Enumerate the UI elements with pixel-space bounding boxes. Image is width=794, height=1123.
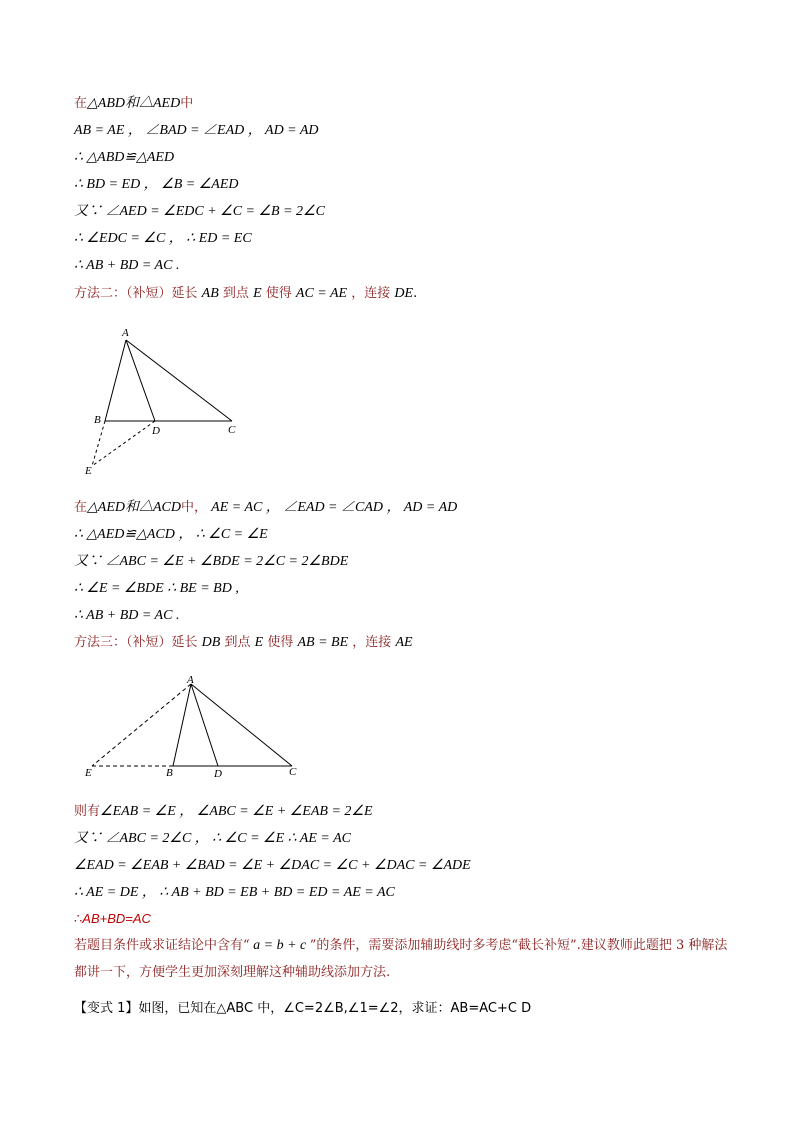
text-span: 则有 — [74, 804, 101, 819]
proof-line — [74, 803, 373, 821]
math-span: a = b + c — [249, 938, 310, 953]
math-span: AE — [395, 635, 413, 650]
segment-DE-dashed — [92, 421, 155, 466]
proof-line: AB = AE ， ∠BAD = ∠EAD ， AD = AD — [74, 123, 319, 138]
text-span: 中， — [181, 500, 208, 515]
text-span: . — [413, 286, 418, 301]
segment-AD — [191, 684, 218, 766]
math-span: △ABD和△AED — [87, 96, 181, 111]
segment-BE-dashed — [92, 421, 105, 466]
math-span: DE — [394, 286, 414, 301]
method3-figure — [80, 672, 310, 782]
text-span: 使得 — [265, 286, 292, 301]
proof-line: 又∵ ∠ABC = ∠E + ∠BDE = 2∠C = 2∠BDE — [74, 554, 349, 569]
proof-line: 又∵ ∠ABC = 2∠C ， ∴ ∠C = ∠E ∴ AE = AC — [74, 831, 351, 846]
text-span: ”的条件，需要添加辅助线时多考虑“截长补短”.建议教师此题把 3 种解法都讲一下，方便学生更加深刻理解这种辅助线添加方法. — [74, 938, 728, 980]
label-D: D — [152, 425, 160, 437]
method2-figure — [80, 322, 250, 477]
proof-line: ∴ △ABD≌△AED — [74, 150, 175, 165]
label-C: C — [289, 766, 297, 778]
text-span: ，连接 — [351, 286, 391, 301]
proof-line: ∴ BD = ED ， ∠B = ∠AED — [74, 177, 239, 192]
proof-line: ∠EAD = ∠EAB + ∠BAD = ∠E + ∠DAC = ∠C + ∠DAC = ∠ADE — [74, 858, 471, 873]
label-D: D — [214, 768, 222, 780]
text-span: ，连接 — [352, 635, 392, 650]
label-E: E — [85, 767, 92, 779]
math-span: AB+BD=AC — [82, 911, 151, 926]
math-span: AE = AC ， ∠EAD = ∠CAD ， AD = AD — [211, 500, 458, 515]
text-span: 使得 — [267, 635, 294, 650]
proof-line: ∴ AB + BD = AC . — [74, 608, 180, 623]
text-span: 若题目条件或求证结论中含有“ — [74, 938, 250, 953]
proof-line: ∴ ∠E = ∠BDE ∴ BE = BD , — [74, 581, 239, 596]
text-span: 到点 — [222, 286, 249, 301]
variant-problem — [74, 1000, 531, 1018]
label-A: A — [187, 674, 194, 686]
text-span: 在 — [74, 96, 88, 111]
math-span: AB — [201, 286, 219, 301]
proof-line — [74, 95, 193, 113]
label-B: B — [94, 414, 101, 426]
label-A: A — [122, 327, 129, 339]
label-C: C — [228, 424, 236, 436]
segment-AB — [173, 684, 191, 766]
segment-AB — [105, 340, 126, 421]
proof-line: ∴ AB + BD = AC . — [74, 258, 180, 273]
text-span: 中 — [180, 96, 194, 111]
label-B: B — [166, 767, 173, 779]
math-span: AC = AE — [295, 286, 348, 301]
segment-AC — [126, 340, 232, 421]
segment-AD — [126, 340, 155, 421]
label-E: E — [85, 465, 92, 477]
math-span: E — [253, 286, 262, 301]
math-span: AB = BE — [297, 635, 349, 650]
math-span: △AED和△ACD — [87, 500, 181, 515]
math-span: DB — [201, 635, 221, 650]
math-span: ∠EAB = ∠E ， ∠ABC = ∠E + ∠EAB = 2∠E — [100, 804, 373, 819]
teaching-note — [74, 932, 734, 986]
proof-line — [74, 499, 457, 517]
math-span: E — [254, 635, 264, 650]
method-heading — [74, 634, 413, 652]
variant-text: 如图，已知在△ABC 中，∠C=2∠B,∠1=∠2，求证：AB=AC+C D — [138, 1001, 532, 1016]
text-span: 方法二：（补短）延长 — [74, 286, 198, 301]
proof-line: 又∵ ∠AED = ∠EDC + ∠C = ∠B = 2∠C — [74, 204, 325, 219]
proof-line — [74, 910, 151, 929]
text-span: 到点 — [224, 635, 251, 650]
proof-line: ∴ ∠EDC = ∠C ， ∴ ED = EC — [74, 231, 252, 246]
proof-line: ∴ △AED≌△ACD ， ∴ ∠C = ∠E — [74, 527, 268, 542]
variant-label: 【变式 1】 — [74, 1001, 139, 1016]
method-heading — [74, 285, 417, 303]
text-span: 方法三：（补短）延长 — [74, 635, 198, 650]
text-span: ∴ — [74, 912, 83, 927]
proof-line: ∴ AE = DE ， ∴ AB + BD = EB + BD = ED = AE = AC — [74, 885, 395, 900]
segment-AC — [191, 684, 292, 766]
text-span: 在 — [74, 500, 88, 515]
